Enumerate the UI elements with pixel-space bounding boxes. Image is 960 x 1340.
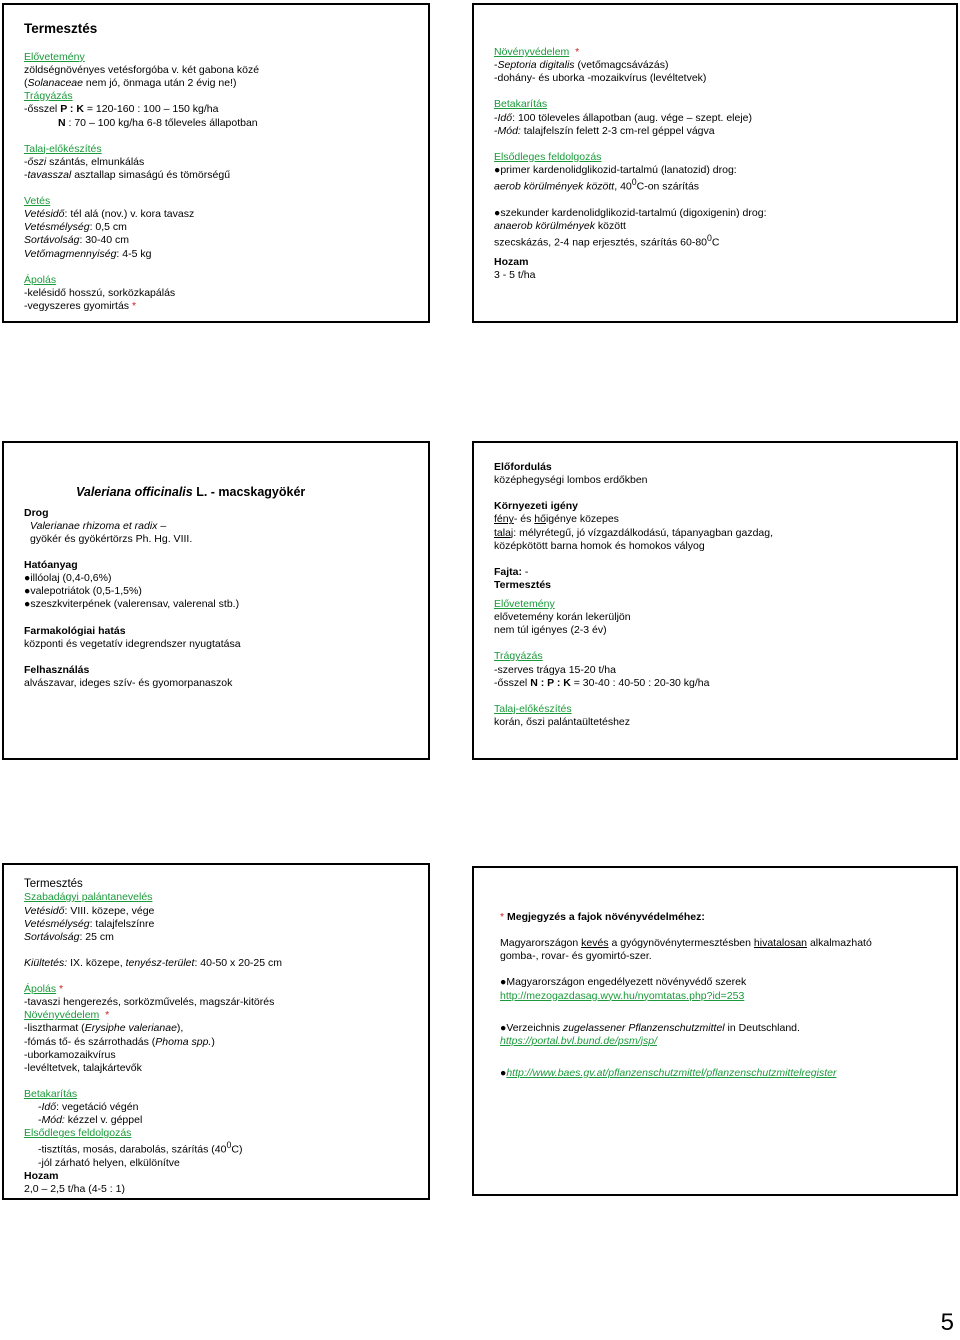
link-baes[interactable]: http://www.baes.gv.at/pflanzenschutzmittel/pflanzenschutzmittelregister [506, 1066, 837, 1079]
heading-talaj: Talaj-előkészítés [494, 702, 572, 715]
heading-betakaritas: Betakarítás [24, 1087, 78, 1100]
heading-elofordulas: Előfordulás [494, 461, 552, 473]
asterisk-marker: * [500, 911, 505, 923]
slide-title: Valeriana officinalis L. - macskagyökér [76, 485, 306, 499]
text-line: talaj: mélyrétegű, jó vízgazdálkodású, tápanyagban gazdag, [494, 526, 774, 539]
text-line: -Septoria digitalis (vetőmagcsávázás) [494, 59, 669, 72]
text-line: -tavasszal asztallap simaságú és tömörségű [24, 168, 231, 181]
asterisk-marker: * [105, 1009, 110, 1022]
text-line: aerob körülmények között, $40^0C-on$ szárítás [494, 177, 700, 193]
text-line: Kiültetés: IX. közepe, tenyész-terület: 40-50 x 20-25 cm [24, 956, 282, 969]
slide-valeriana [2, 441, 430, 760]
heading-apolas: Ápolás [24, 983, 57, 995]
text-line: szecskázás, 2-4 nap erjesztés, szárítás $60-80^0C$ [494, 232, 720, 249]
heading-elsodleges-feldolgozas: Elsődleges feldolgozás [494, 150, 602, 163]
slide-megjegyzes [472, 866, 958, 1196]
text-line: korán, őszi palántaültetéshez [494, 715, 631, 728]
heading-hozam: Hozam [24, 1170, 59, 1183]
heading-farmakologiai-hatas: Farmakológiai hatás [24, 624, 126, 637]
heading-apolas: Ápolás [24, 273, 57, 286]
text-line: -szerves trágya 15-20 t/ha [494, 663, 616, 676]
text-line: ●primer kardenolidglikozid-tartalmú (lanatozid) drog: [494, 163, 737, 176]
text-line: Sortávolság: 30-40 cm [24, 234, 130, 247]
text-line: zöldségnövényes vetésforgóba v. két gabona közé [24, 64, 260, 76]
text-line: Sortávolság: 25 cm [24, 930, 114, 943]
text-line: -lisztharmat (Erysiphe valerianae), [24, 1022, 184, 1035]
heading-tragyazas: Trágyázás [24, 90, 73, 103]
heading-szabadagyi: Szabadágyi palántanevelés [24, 891, 153, 904]
slide-novenyvedelem [472, 3, 958, 323]
slide-termesztes-1 [2, 3, 430, 323]
text-line: ●szeszkviterpének (valerensav, valerenal stb.) [24, 598, 240, 611]
slide-title: Termesztés [24, 21, 98, 36]
text-line: ●Verzeichnis zugelassener Pflanzenschutzmittel in Deutschland. [500, 1021, 800, 1034]
text-line: Vetésidő: VIII. közepe, vége [24, 904, 155, 917]
text-line: -uborkamozaikvírus [24, 1048, 116, 1061]
text-line: -jól zárható helyen, elkülönítve [38, 1157, 180, 1169]
text-line: ●Magyarországon engedélyezett növényvédő szerek [500, 976, 747, 989]
page-number: 5 [940, 1309, 954, 1336]
text-line: ●szekunder kardenolidglikozid-tartalmú (digoxigenin) drog: [494, 206, 767, 219]
text-line: N : 70 – 100 kg/ha 6-8 tőleveles állapotban [58, 116, 258, 129]
text-line: -vegyszeres gyomirtás * [24, 299, 137, 312]
heading-felhasznalas: Felhasználás [24, 663, 90, 676]
heading-betakaritas: Betakarítás [494, 98, 548, 111]
text-line: fény- és hőigénye közepes [494, 513, 619, 526]
text-line: Vetésmélység: talajfelszínre [24, 917, 155, 930]
text-line: központi és vegetatív idegrendszer nyugtatása [24, 637, 241, 650]
text-line: 2,0 – 2,5 t/ha (4-5 : 1) [24, 1183, 125, 1196]
text-line: ●valepotriátok (0,5-1,5%) [24, 585, 142, 598]
text-line: -tisztítás, mosás, darabolás, szárítás $(40^0C)$ [38, 1140, 243, 1156]
heading-elovetemeny: Elővetemény [494, 598, 555, 610]
heading-hatoanyag: Hatóanyag [24, 559, 78, 571]
text-line: középhegységi lombos erdőkben [494, 474, 648, 487]
text-line: ●illóolaj (0,4-0,6%) [24, 572, 112, 585]
heading-vetes: Vetés [24, 195, 51, 207]
heading-elovetemeny: Elővetemény [24, 50, 85, 63]
link-bvl[interactable]: https://portal.bvl.bund.de/psm/jsp/ [500, 1034, 658, 1047]
text-line: középkötött barna homok és homokos vályog [494, 539, 705, 552]
text-line: -ősszel P : K = 120-160 : 100 – 150 kg/ha [24, 103, 219, 116]
heading-talaj: Talaj-előkészítés [24, 142, 102, 155]
heading-line [24, 1009, 418, 1022]
asterisk-marker: * [59, 983, 64, 995]
text-line: -tavaszi hengerezés, sorközművelés, magszár-kitörés [24, 996, 275, 1009]
heading-drog: Drog [24, 506, 49, 519]
text-line: Vetésidő: tél alá (nov.) v. kora tavasz [24, 208, 195, 221]
heading-line [24, 983, 418, 996]
text-line: nem túl igényes (2-3 év) [494, 624, 607, 637]
heading-termesztes: Termesztés [494, 578, 552, 591]
text-line: ●http://www.baes.gv.at/pflanzenschutzmittel/pflanzenschutzmittelregister [500, 1066, 837, 1079]
text-line: Vetésmélység: 0,5 cm [24, 221, 127, 234]
text-line: (Solanaceae nem jó, önmaga után 2 évig ne!) [24, 77, 237, 90]
text-line: Valerianae rhizoma et radix – [30, 519, 167, 532]
text-line: -levéltetvek, talajkártevők [24, 1061, 142, 1074]
text-line: -Mód: kézzel v. géppel [38, 1114, 143, 1127]
text-line: Vetőmagmennyiség: 4-5 kg [24, 247, 152, 260]
text-line: -Mód: talajfelszín felett 2-3 cm-rel géppel vágva [494, 124, 715, 137]
slide-elofordulas [472, 441, 958, 760]
heading-tragyazas: Trágyázás [494, 650, 543, 663]
text-line: Magyarországon kevés a gyógynövénytermesztésben hivatalosan alkalmazható [500, 937, 872, 950]
slide-termesztes-2 [2, 863, 430, 1200]
text-line: Fajta: - [494, 565, 529, 578]
text-line: -Idő: 100 töleveles állapotban (aug. vége – szept. eleje) [494, 111, 753, 124]
heading-hozam: Hozam [494, 255, 529, 268]
link-mezogazdasag[interactable]: http://mezogazdasag.wyw.hu/nyomtatas.php?id=253 [500, 989, 745, 1002]
text-line: -őszi szántás, elmunkálás [24, 155, 145, 168]
text-line: elővetemény korán lekerüljön [494, 611, 631, 624]
text-line: -ősszel N : P : K = 30-40 : 40-50 : 20-30 kg/ha [494, 676, 710, 689]
text-line: -fómás tő- és szárrothadás (Phoma spp.) [24, 1035, 215, 1048]
text-line: gyökér és gyökértörzs Ph. Hg. VIII. [30, 532, 193, 545]
asterisk-marker: * [131, 299, 137, 312]
slide-title: Termesztés [24, 878, 83, 890]
heading-novenyvedelem: Növényvédelem [24, 1009, 100, 1022]
text-line: -Idő: vegetáció végén [38, 1101, 139, 1113]
text-line: alvászavar, ideges szív- és gyomorpanaszok [24, 676, 233, 689]
asterisk-marker: * [575, 46, 580, 58]
heading-line [494, 46, 946, 59]
text-line: gomba-, rovar- és gyomirtó-szer. [500, 950, 652, 963]
heading-novenyvedelem: Növényvédelem [494, 46, 570, 58]
text-line: -kelésidő hosszú, sorközkapálás [24, 286, 176, 299]
text-line: anaerob körülmények között [494, 219, 626, 232]
text-line: -dohány- és uborka -mozaikvírus (levéltetvek) [494, 72, 707, 85]
heading-kornyezeti-igeny: Környezeti igény [494, 500, 579, 513]
text-line: 3 - 5 t/ha [494, 268, 536, 281]
slide-title: * Megjegyzés a fajok növényvédelméhez: [500, 911, 705, 923]
heading-elsodleges-feldolgozas: Elsődleges feldolgozás [24, 1127, 132, 1140]
